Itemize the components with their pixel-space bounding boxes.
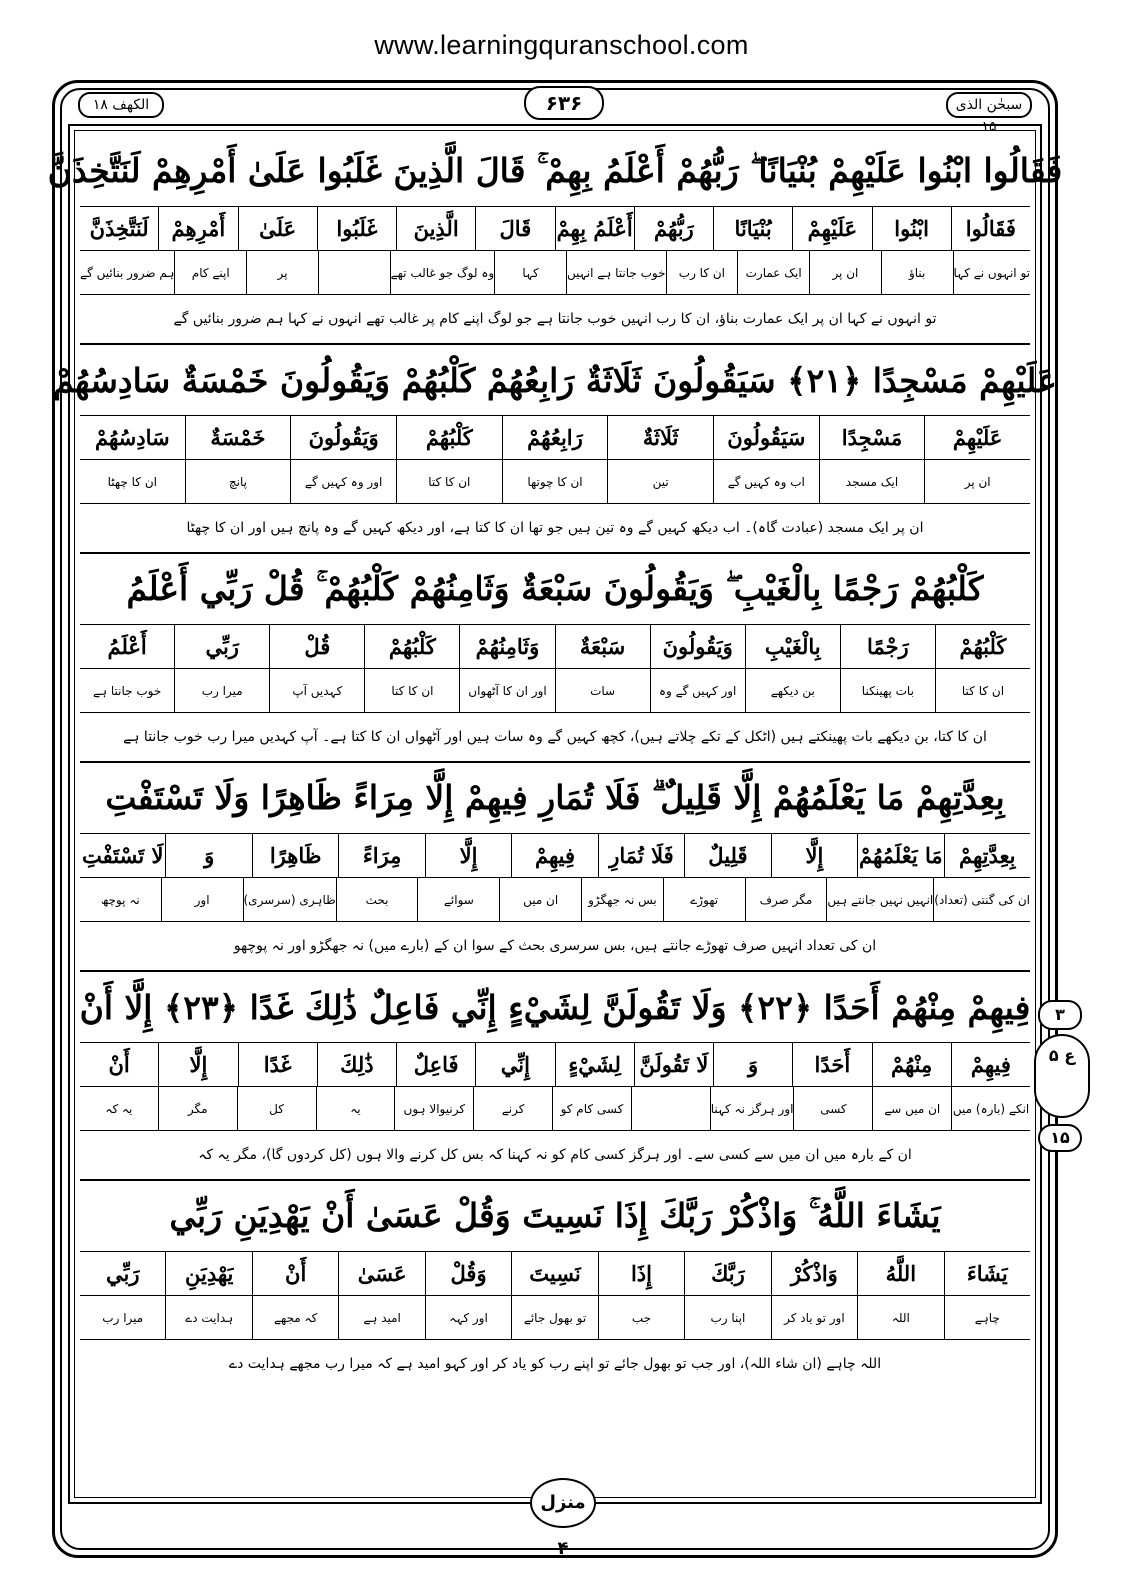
word-meaning: بن دیکھے — [745, 669, 840, 712]
word-meaning: تو انہوں نے کہا — [953, 251, 1030, 294]
word-meaning: وہ لوگ جو غالب تھے — [390, 251, 495, 294]
page-number: ۶۳۶ — [524, 86, 604, 120]
arabic-word: أَعْلَمُ — [107, 634, 147, 659]
side-mark-top: ۳ — [1038, 1000, 1082, 1030]
arabic-word: أَحَدًا — [792, 1043, 871, 1086]
arabic-word: قُلْ — [269, 625, 364, 668]
arabic-word: يَهْدِيَنِ — [165, 1252, 251, 1295]
meaning-row — [80, 1087, 1030, 1131]
para-name-header: سبحٰن الذی ۱۵ — [946, 92, 1032, 118]
arabic-word: فَقَالُوا — [951, 207, 1030, 250]
word-meaning: اور تو یاد کر — [771, 1296, 857, 1339]
arabic-word: إِنِّي — [475, 1043, 554, 1086]
arabic-word: إِلَّا — [425, 834, 511, 877]
word-meaning: ان کا رب — [666, 251, 738, 294]
arabic-word: كَلْبُهُمْ — [364, 625, 459, 668]
word-meaning: کسی کام کو — [552, 1087, 631, 1130]
arabic-word: وَثَامِنُهُمْ — [459, 625, 554, 668]
word-meaning: ان کا چوتھا — [502, 460, 608, 503]
word-meaning: خوب جانتا ہے — [92, 683, 162, 698]
word-meaning: مگر — [158, 1087, 237, 1130]
site-url[interactable]: www.learningquranschool.com — [374, 30, 749, 60]
arabic-word: قَلِيلٌ — [684, 834, 770, 877]
word-meaning: اللہ — [857, 1296, 943, 1339]
arabic-word: بِالْغَيْبِ — [745, 625, 840, 668]
word-meaning: چاہے — [944, 1296, 1030, 1339]
word-meaning: بات پھینکنا — [840, 669, 935, 712]
ayah-line: يَشَاءَ اللَّهُ ۚ وَاذْكُرْ رَبَّكَ إِذَا نَسِيتَ وَقُلْ عَسَىٰ أَنْ يَهْدِيَنِ رَبِّي — [80, 1181, 1030, 1252]
manzil-mark: منزل ۴ — [530, 1478, 596, 1528]
ayah-line: فِيهِمْ مِنْهُمْ أَحَدًا ﴿٢٢﴾ وَلَا تَقُولَنَّ لِشَيْءٍ إِنِّي فَاعِلٌ ذَٰلِكَ غَدًا ﴿٢٣﴾ إِلَّا أَنْ — [80, 972, 1030, 1043]
arabic-word: قَالَ — [475, 207, 554, 250]
word-meaning: اور ان کا آٹھواں — [459, 669, 554, 712]
arabic-word: ظَاهِرًا — [252, 834, 338, 877]
arabic-word: إِلَّا — [158, 1043, 237, 1086]
arabic-word: كَلْبُهُمْ — [935, 625, 1030, 668]
word-meaning: ان کا کتا — [396, 460, 502, 503]
word-meaning: ان پر — [924, 460, 1030, 503]
word-meaning: کرنے — [473, 1087, 552, 1130]
word-meaning: تو بھول جائے — [511, 1296, 597, 1339]
word-meaning: انکے (بارہ) میں — [951, 1087, 1030, 1130]
arabic-word: سَبْعَةٌ — [555, 625, 650, 668]
word-meaning: نہ پوچھ — [100, 892, 140, 907]
arabic-word: وَيَقُولُونَ — [650, 625, 745, 668]
side-mark-bottom: ۱۵ — [1038, 1124, 1082, 1152]
arabic-word: فِيهِمْ — [951, 1043, 1030, 1086]
word-meaning: مگر صرف — [745, 878, 827, 921]
translation-line: تو انہوں نے کہا ان پر ایک عمارت بناؤ، ان کا رب انہیں خوب جانتا ہے جو لوگ اپنے کام پر غالب تھے انہوں نے کہا ہم ضرور بنائیں گے — [80, 295, 1030, 345]
word-meaning: ان میں سے — [872, 1087, 951, 1130]
arabic-word: ابْنُوا — [872, 207, 951, 250]
word-meaning: کسی — [793, 1087, 872, 1130]
meaning-row — [80, 878, 1030, 922]
arabic-word: عَلَيْهِمْ — [792, 207, 871, 250]
verse-block — [80, 1181, 1030, 1388]
word-meaning: ایک عمارت — [737, 251, 809, 294]
word-meaning: کہدیں آپ — [269, 669, 364, 712]
ayah-line: كَلْبُهُمْ رَجْمًا بِالْغَيْبِ ۖ وَيَقُولُونَ سَبْعَةٌ وَثَامِنُهُمْ كَلْبُهُمْ ۚ قُلْ رَبِّي أَعْلَمُ — [80, 554, 1030, 625]
arabic-word: مِنْهُمْ — [872, 1043, 951, 1086]
arabic-word: رَبِّي — [106, 1261, 140, 1286]
ayah-line: عَلَيْهِمْ مَسْجِدًا ﴿٢١﴾ سَيَقُولُونَ ثَلَاثَةٌ رَابِعُهُمْ كَلْبُهُمْ وَيَقُولُونَ خَمْسَةٌ سَادِسُهُمْ — [80, 345, 1030, 416]
arabic-word: فِيهِمْ — [511, 834, 597, 877]
arabic-word: إِلَّا — [771, 834, 857, 877]
word-meaning: سات — [555, 669, 650, 712]
arabic-word: رَجْمًا — [840, 625, 935, 668]
word-meaning: خوب جانتا ہے انہیں — [566, 251, 666, 294]
word-row — [80, 625, 1030, 669]
arabic-word: بِعِدَّتِهِمْ — [944, 834, 1030, 877]
arabic-word: رَبِّي — [174, 625, 269, 668]
arabic-word: أَعْلَمُ بِهِمْ — [555, 207, 634, 250]
word-meaning: جب — [598, 1296, 684, 1339]
arabic-word: مِرَاءً — [338, 834, 424, 877]
arabic-word: رَبَّكَ — [684, 1252, 770, 1295]
arabic-word: ثَلَاثَةٌ — [607, 416, 713, 459]
arabic-word: يَشَاءَ — [944, 1252, 1030, 1295]
arabic-word: عَلَىٰ — [238, 207, 317, 250]
word-meaning: اور کہیں گے وہ — [650, 669, 745, 712]
word-row — [80, 1252, 1030, 1296]
word-row — [80, 207, 1030, 251]
verse-block — [80, 554, 1030, 763]
arabic-word: نَسِيتَ — [511, 1252, 597, 1295]
arabic-word: الَّذِينَ — [396, 207, 475, 250]
word-meaning: پانچ — [185, 460, 291, 503]
word-meaning: ان کا کتا — [364, 669, 459, 712]
word-meaning: بناؤ — [881, 251, 953, 294]
arabic-word: لَا تَقُولَنَّ — [634, 1043, 713, 1086]
word-meaning: امید ہے — [338, 1296, 424, 1339]
word-meaning: انہیں نہیں جانتے ہیں — [826, 878, 933, 921]
verse-block — [80, 972, 1030, 1181]
word-row — [80, 416, 1030, 460]
word-row — [80, 834, 1030, 878]
arabic-word: وَ — [165, 834, 251, 877]
arabic-word: رَابِعُهُمْ — [502, 416, 608, 459]
word-meaning: کہا — [494, 251, 566, 294]
meaning-row — [80, 460, 1030, 504]
translation-line: ان پر ایک مسجد (عبادت گاہ)۔ اب دیکھ کہیں گے وہ تین ہیں جو تھا ان کا کتا ہے، اور دیکھ کہیں گے وہ پانچ ہیں اور ان کا چھٹا — [80, 504, 1030, 554]
word-meaning: بحث — [336, 878, 418, 921]
arabic-word: فَاعِلٌ — [396, 1043, 475, 1086]
word-meaning: تین — [607, 460, 713, 503]
word-meaning: یہ کہ — [105, 1101, 133, 1116]
word-meaning: کہ مجھے — [252, 1296, 338, 1339]
verse-block — [47, 136, 1063, 345]
word-meaning: کل — [237, 1087, 316, 1130]
arabic-word: بُنْيَانًا — [713, 207, 792, 250]
arabic-word: اللَّهُ — [857, 1252, 943, 1295]
word-meaning: ان کی گنتی (تعداد) — [933, 878, 1030, 921]
word-row — [80, 1043, 1030, 1087]
word-meaning: ہم ضرور بنائیں گے — [80, 265, 175, 280]
arabic-word: ذَٰلِكَ — [317, 1043, 396, 1086]
word-meaning: ہدایت دے — [165, 1296, 251, 1339]
word-meaning: اور وہ کہیں گے — [290, 460, 396, 503]
word-meaning: ظاہری (سرسری) — [243, 878, 336, 921]
word-meaning: ان پر — [809, 251, 881, 294]
arabic-word: أَنْ — [252, 1252, 338, 1295]
word-meaning: اور — [161, 878, 243, 921]
word-meaning: اپنا رب — [684, 1296, 770, 1339]
meaning-row — [80, 251, 1030, 295]
word-meaning: ان میں — [499, 878, 581, 921]
ruku-mark: ع ۵ — [1034, 1034, 1090, 1118]
arabic-word: لَا تَسْتَفْتِ — [82, 843, 164, 868]
translation-line: ان کے بارہ میں ان میں سے کسی سے۔ اور ہرگز کسی کام کو نہ کہنا کہ بس کل کرنے والا ہوں (کل کردوں گا)، مگر یہ کہ — [80, 1131, 1030, 1181]
arabic-word: رَبُّهُمْ — [634, 207, 713, 250]
word-meaning: سوائے — [417, 878, 499, 921]
arabic-word: عَسَىٰ — [338, 1252, 424, 1295]
arabic-word: مَا يَعْلَمُهُمْ — [857, 834, 943, 877]
word-meaning: تھوڑے — [663, 878, 745, 921]
arabic-word: خَمْسَةٌ — [185, 416, 291, 459]
arabic-word: فَلَا تُمَارِ — [598, 834, 684, 877]
translation-line: اللہ چاہے (ان شاء اللہ)، اور جب تو بھول جائے تو اپنے رب کو یاد کر اور کہو امید ہے کہ میرا رب مجھے ہدایت دے — [228, 1356, 882, 1372]
word-meaning: اور ہرگز نہ کہنا — [710, 1087, 794, 1130]
word-meaning: اب وہ کہیں گے — [713, 460, 819, 503]
arabic-word: وَ — [713, 1043, 792, 1086]
arabic-word: لِشَيْءٍ — [555, 1043, 634, 1086]
arabic-word: عَلَيْهِمْ — [924, 416, 1030, 459]
word-meaning: ایک مسجد — [819, 460, 925, 503]
word-meaning — [318, 251, 390, 294]
arabic-word: وَيَقُولُونَ — [290, 416, 396, 459]
arabic-word: وَقُلْ — [425, 1252, 511, 1295]
arabic-word: مَسْجِدًا — [819, 416, 925, 459]
verse-block — [80, 763, 1030, 972]
word-meaning: ان کا چھٹا — [107, 474, 157, 489]
ayah-line: بِعِدَّتِهِمْ مَا يَعْلَمُهُمْ إِلَّا قَلِيلٌ ۗ فَلَا تُمَارِ فِيهِمْ إِلَّا مِرَاءً ظَاهِرًا وَلَا تَسْتَفْتِ — [80, 763, 1030, 834]
verse-block — [53, 345, 1057, 554]
arabic-word: سَادِسُهُمْ — [94, 425, 170, 450]
arabic-word: لَنَتَّخِذَنَّ — [89, 216, 149, 241]
translation-line: ان کا کتا، بن دیکھے بات پھینکتے ہیں (اٹکل کے تکے چلاتے ہیں)، کچھ کہیں گے وہ سات ہیں اور آٹھواں ان کا کتا ہے۔ آپ کہدیں میرا رب خوب جانتا ہے — [80, 713, 1030, 763]
arabic-word: غَلَبُوا — [317, 207, 396, 250]
word-meaning: یہ — [316, 1087, 395, 1130]
arabic-word: سَيَقُولُونَ — [713, 416, 819, 459]
arabic-word: غَدًا — [238, 1043, 317, 1086]
word-meaning: بس نہ جھگڑو — [581, 878, 663, 921]
arabic-word: إِذَا — [598, 1252, 684, 1295]
arabic-word: كَلْبُهُمْ — [396, 416, 502, 459]
arabic-word: أَنْ — [108, 1052, 130, 1077]
word-meaning: پر — [246, 251, 318, 294]
word-meaning: اور کہہ — [425, 1296, 511, 1339]
ayah-line: فَقَالُوا ابْنُوا عَلَيْهِمْ بُنْيَانًا ۖ رَبُّهُمْ أَعْلَمُ بِهِمْ ۚ قَالَ الَّذِينَ غَلَبُوا عَلَىٰ أَمْرِهِمْ لَنَتَّخِذَنَّ — [80, 136, 1030, 207]
translation-line: ان کی تعداد انہیں صرف تھوڑے جانتے ہیں، بس سرسری بحث کے سوا ان کے (بارے میں) نہ جھگڑو اور نہ پوچھو — [80, 922, 1030, 972]
word-meaning: ان کا کتا — [935, 669, 1030, 712]
surah-name-header: الکهف ۱۸ — [78, 92, 164, 118]
arabic-word: وَاذْكُرْ — [771, 1252, 857, 1295]
word-meaning: کرنیوالا ہوں — [394, 1087, 473, 1130]
arabic-word: أَمْرِهِمْ — [158, 207, 237, 250]
meaning-row — [80, 669, 1030, 713]
word-meaning: میرا رب — [102, 1310, 144, 1325]
word-meaning: میرا رب — [174, 669, 269, 712]
word-meaning — [631, 1087, 710, 1130]
word-meaning: اپنے کام — [174, 251, 246, 294]
meaning-row — [80, 1296, 1030, 1340]
